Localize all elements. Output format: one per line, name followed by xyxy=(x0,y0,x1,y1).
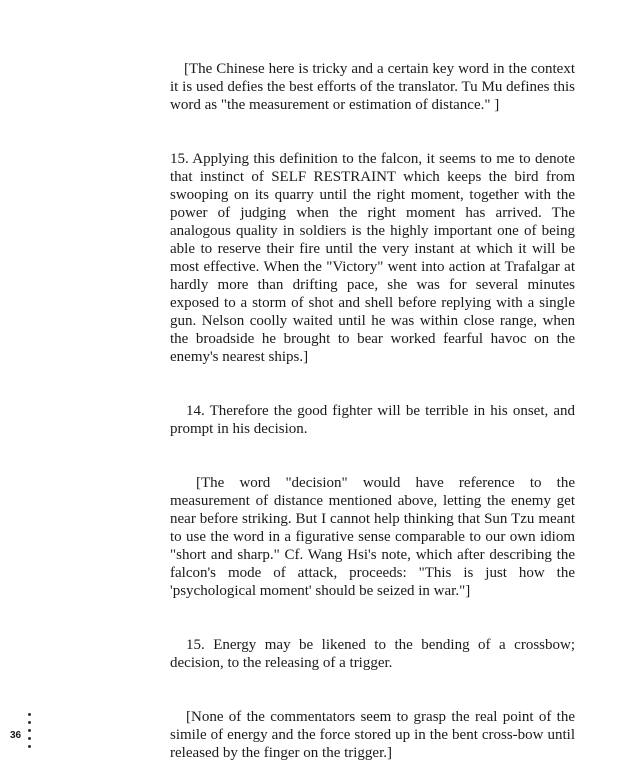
commentary-paragraph: [None of the commentators seem to grasp the real point of the simile of energy and the force stored up in the bent cross-bow until released by the finger on the trigger.] xyxy=(170,709,575,761)
body-text xyxy=(170,60,575,762)
page-number: 36 xyxy=(10,730,22,741)
dot xyxy=(28,729,31,732)
dot xyxy=(28,721,31,724)
verse-paragraph: 15. Energy may be likened to the bending of a crossbow; decision, to the releasing of a trigger. xyxy=(170,637,575,671)
dot xyxy=(28,713,31,716)
commentary-paragraph: [The word "decision" would have reference to the measurement of distance mentioned above, letting the enemy get near before striking. But I cannot help thinking that Sun Tzu meant to use the word in a figurative sense comparable to our own idiom "short and sharp." Cf. Wang Hsi's note, which after describing the falcon's mode of attack, proceeds: "This is just how the 'psychological moment' should be seized in war."] xyxy=(170,475,575,599)
dot xyxy=(28,737,31,740)
decorative-dots xyxy=(28,713,32,757)
dot xyxy=(28,745,31,748)
commentary-paragraph: [The Chinese here is tricky and a certain key word in the context it is used defies the best efforts of the translator. Tu Mu defines this word as "the measurement or estimation of distance." ] xyxy=(170,61,575,113)
commentary-paragraph: 15. Applying this definition to the falcon, it seems to me to denote that instinct of SELF RESTRAINT which keeps the bird from swooping on its quarry until the right moment, together with the power of judging when the right moment has arrived. The analogous quality in soldiers is the highly important one of being able to reserve their fire until the very instant at which it will be most effective. When the "Victory" went into action at Trafalgar at hardly more than drifting pace, she was for several minutes exposed to a storm of shot and shell before replying with a single gun. Nelson coolly waited until he was within close range, when the broadside he brought to bear worked fearful havoc on the enemy's nearest ships.] xyxy=(170,151,575,365)
verse-paragraph: 14. Therefore the good fighter will be terrible in his onset, and prompt in his decision. xyxy=(170,403,575,437)
